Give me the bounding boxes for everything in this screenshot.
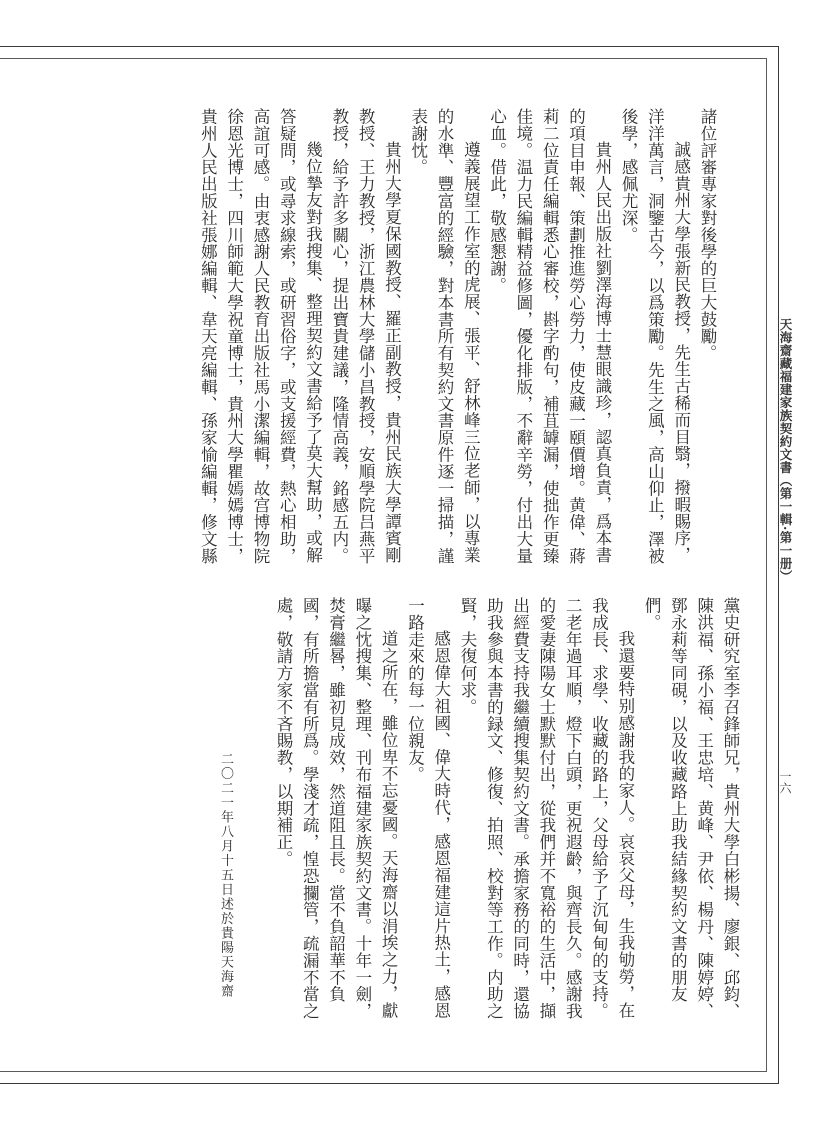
paragraph: 貴州大學夏保國教授、羅正副教授，貴州民族大學譚賓剛教授、王力教授，浙江農林大學儲小昌教授，安順學院吕燕平教授，給予許多關心，提出寶貴建議，隆情高義，銘感五内。	[329, 108, 402, 565]
paragraph: 幾位摯友對我搜集、整理契約文書給予了莫大幫助，或解答疑問，或尋求線索，或研習俗字，或支援經費，熱心相助，高誼可感。由衷感謝人民教育出版社馬小潔編輯，故宫博物院徐恩光博士，四川師範大學祝童博士，貴州大學瞿嫣嫣博士，貴州人民出版社張娜編輯、韋天亮編輯、孫家愉編輯，修文縣	[198, 108, 323, 565]
dateline: 二〇二一年八月十五日述於貴陽天海齋	[218, 752, 233, 999]
paragraph: 諸位評審專家對後學的巨大鼓勵。	[698, 108, 717, 362]
paragraph: 遵義展望工作室的虎展、張平、舒林峰三位老師，以專業的水準、豐富的經驗，對本書所有契約文書原件逐一掃描，謹表謝忱。	[408, 108, 481, 565]
paragraph: 感恩偉大祖國、偉大時代，感恩福建這片热土，感恩一路走來的每一位親友。	[405, 597, 451, 1019]
paragraph: 誠感貴州大學張新民教授，先生古稀而目翳，撥暇賜序，洋洋萬言，洞鑒古今，以爲策勵。先生之風，高山仰止，澤被後學，感佩尤深。	[619, 108, 691, 565]
page-number: 一六	[778, 770, 792, 794]
paragraph: 黨史研究室李召鋒師兄，貴州大學白彬揚、廖銀、邱鈞、陳洪福、孫小福、王忠培、黄峰、尹依、楊丹、陳婷婷、鄧永莉等同硯，以及收藏路上助我結緣契約文書的朋友們。	[642, 597, 740, 1020]
paragraph: 我還要特别感謝我的家人。哀哀父母，生我劬勞，在我成長、求學、收藏的路上，父母給予了沉甸甸的支持。二老年過耳順，燈下白頭，更祝遐齡，與齊長久。感謝我的愛妻陳陽女士默默付出，從我們并不寬裕的生活中，擷出經費支持我繼續搜集契約文書。承擔家務的同時，還協助我參與本書的録文、修復、拍照、校對等工作。内助之賢，夫復何求。	[458, 597, 635, 1020]
paragraph: 道之所在，雖位卑不忘憂國。天海齋以涓埃之力，獻曝之忱搜集、整理、刊布福建家族契約文書。十年一劍，焚膏繼晷，雖初見成效，然道阻且長。當不負韶華不負國，有所擔當有所爲。學淺才疏，惶恐攔管，疏漏不當之處，敬請方家不吝賜教，以期補正。	[273, 597, 399, 1020]
upper-text-block	[146, 108, 720, 570]
lower-text-block	[273, 597, 743, 1029]
running-title: 天海齋藏福建家族契約文書（第一輯·第一册）	[778, 318, 793, 583]
paragraph: 貴州人民出版社劉澤海博士慧眼識珍，認真負責，爲本書的項目申報、策劃推進勞心勞力，使皮藏一頤價增。黄偉、蔣莉二位責任編輯悉心審校，斟字酌句，補苴罅漏，使拙作更臻佳境。温力民編輯精益修圖，優化排版，不辭辛勞，付出大量心血。借此，敬感懇謝。	[487, 108, 612, 565]
